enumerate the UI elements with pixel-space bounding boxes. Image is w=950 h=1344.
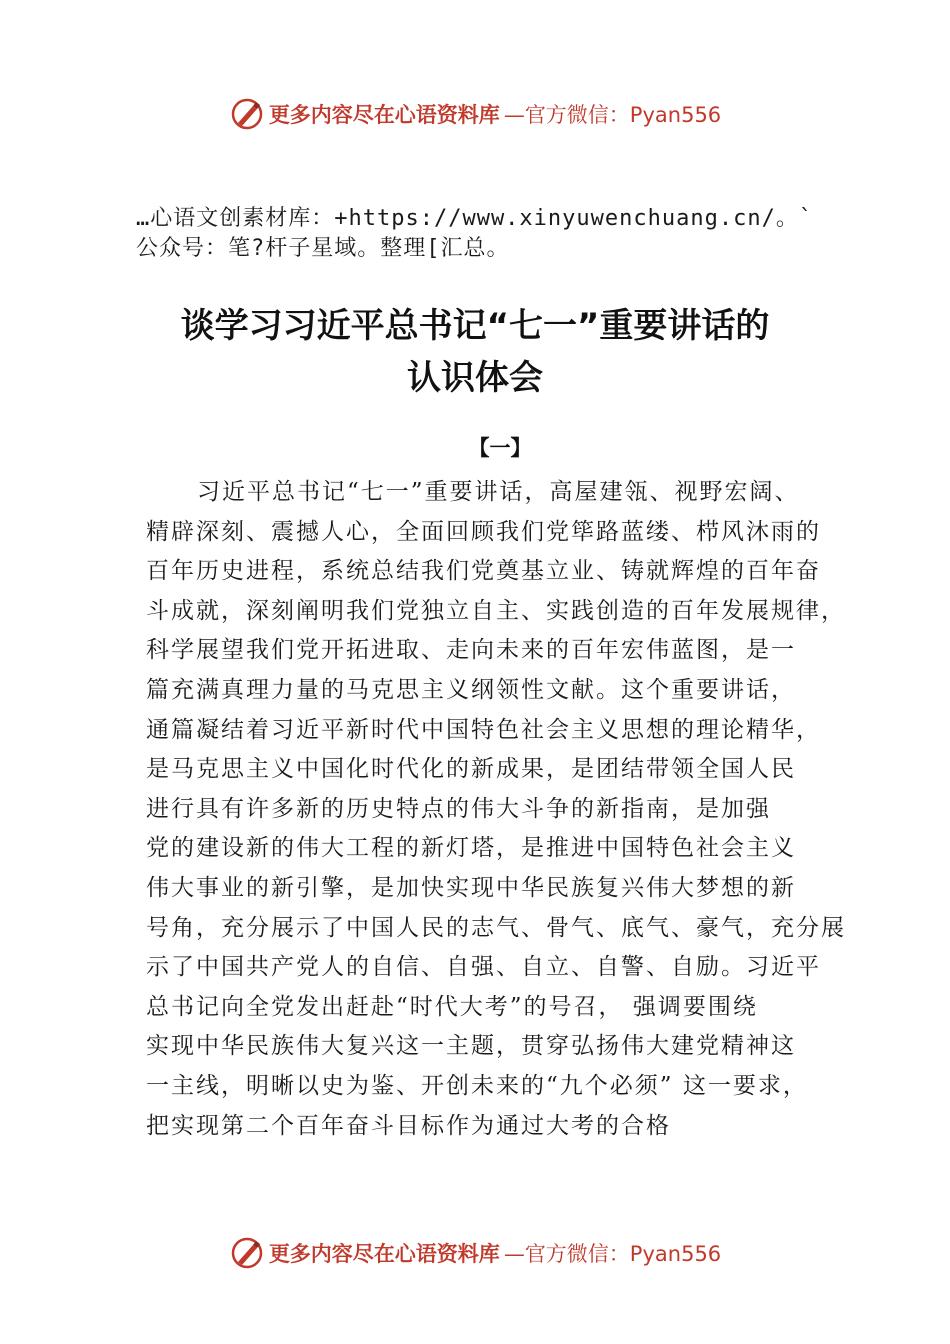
body-line: 党的建设新的伟大工程的新灯塔，是推进中国特色社会主义 (146, 835, 796, 862)
body-line: 通篇凝结着习近平新时代中国特色社会主义思想的理论精华， (146, 716, 821, 743)
pen-logo-icon (229, 1235, 265, 1271)
body-line: 号角，充分展示了中国人民的志气、骨气、底气、豪气，充分展 (146, 914, 846, 941)
body-line: 习近平总书记“七一”重要讲话，高屋建瓴、视野宏阔、 (197, 479, 800, 505)
body-line: 是马克思主义中国化时代化的新成果，是团结带领全国人民 (146, 756, 796, 783)
body-line: 科学展望我们党开拓进取、走向未来的百年宏伟蓝图，是一 (146, 637, 796, 664)
banner-left-text: 更多内容尽在心语资料库 (268, 102, 500, 127)
source-line: …心语文创素材库：+https://www.xinyuwenchuang.cn/。`公众号：笔?杆子星域。整理[汇总。 (136, 206, 814, 261)
document-title (100, 300, 850, 404)
banner-right-text: —官方微信：Pyan556 (503, 1242, 722, 1266)
title-line-1: 谈学习习近平总书记“七一”重要讲话的 (180, 306, 770, 346)
body-line: 示了中国共产党人的自信、自强、自立、自警、自励。习近平 (146, 954, 821, 981)
body-line: 斗成就，深刻阐明我们党独立自主、实践创造的百年发展规律， (146, 597, 846, 624)
body-text (146, 473, 846, 1146)
body-line: 总书记向全党发出赶赴“时代大考”的号召， 强调要围绕 (146, 993, 758, 1020)
pen-logo-icon (229, 96, 265, 132)
banner-right-text: —官方微信：Pyan556 (503, 103, 722, 127)
body-line: 伟大事业的新引擎，是加快实现中华民族复兴伟大梦想的新 (146, 874, 796, 901)
body-line: 百年历史进程，系统总结我们党奠基立业、铸就辉煌的百年奋 (146, 558, 821, 585)
section-heading: 【一】 (468, 436, 532, 460)
title-line-2: 认识体会 (407, 358, 543, 398)
body-line: 篇充满真理力量的马克思主义纲领性文献。这个重要讲话， (146, 676, 796, 703)
banner-left-text: 更多内容尽在心语资料库 (268, 1241, 500, 1266)
top-banner (0, 92, 950, 136)
body-line: 一主线，明晰以史为鉴、开创未来的“九个必须” 这一要求， (146, 1072, 808, 1099)
body-line: 精辟深刻、震撼人心，全面回顾我们党筚路蓝缕、栉风沐雨的 (146, 518, 821, 545)
body-line: 进行具有许多新的历史特点的伟大斗争的新指南，是加强 (146, 795, 771, 822)
bottom-banner (0, 1231, 950, 1275)
body-line: 实现中华民族伟大复兴这一主题，贯穿弘扬伟大建党精神这 (146, 1033, 796, 1060)
body-line: 把实现第二个百年奋斗目标作为通过大考的合格 (146, 1112, 671, 1139)
